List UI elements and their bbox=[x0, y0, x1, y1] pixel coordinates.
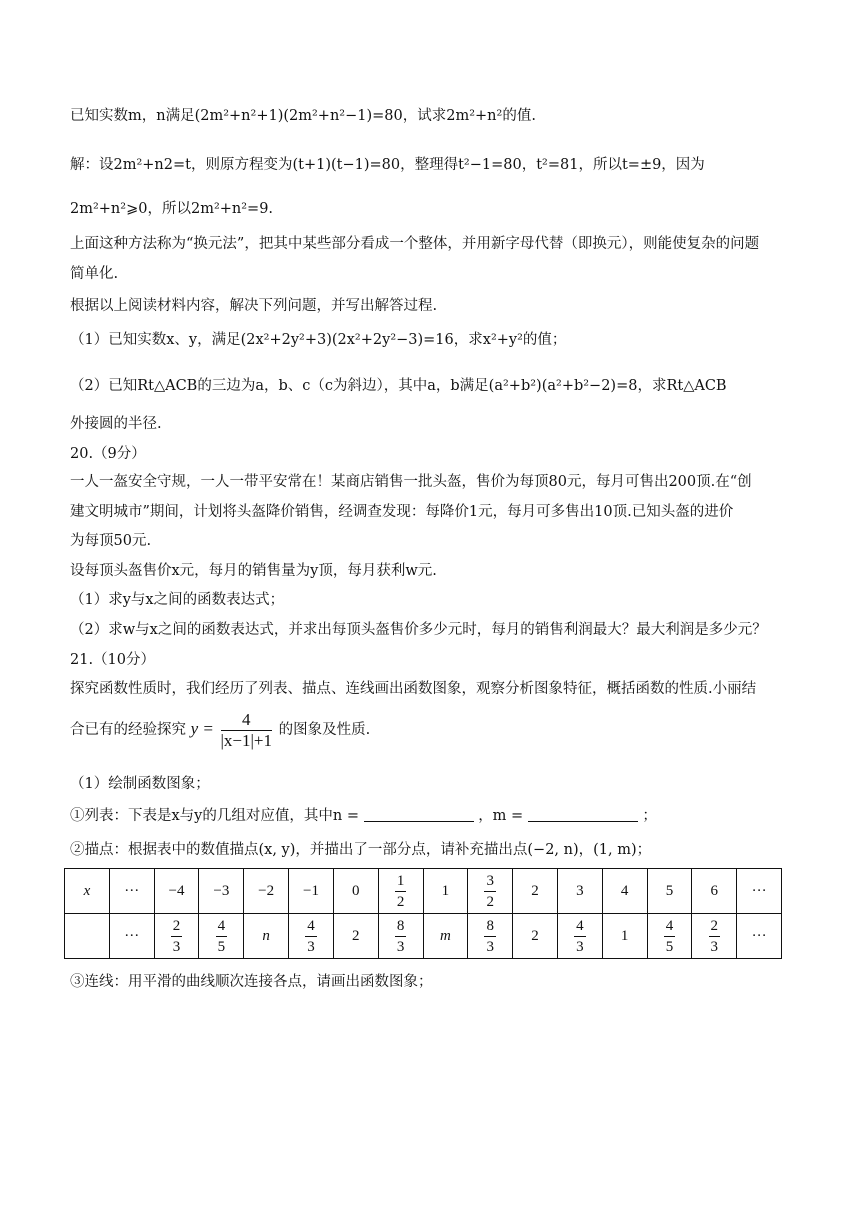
value-table bbox=[64, 868, 782, 959]
cell-value: ··· bbox=[751, 882, 767, 899]
cell-value: ··· bbox=[124, 927, 140, 944]
cell-value: ··· bbox=[751, 927, 767, 944]
fraction-numerator: 4 bbox=[574, 916, 586, 937]
table-cell bbox=[289, 914, 334, 959]
question-20-setup: 设每顶头盔售价x元，每月的销售量为y顶，每月获利w元. bbox=[70, 563, 437, 579]
question-21-text-1: 探究函数性质时，我们经历了列表、描点、连线画出函数图象，观察分析图象特征，概括函数的性质.小丽结 bbox=[70, 681, 757, 697]
table-cell bbox=[692, 914, 737, 959]
function-fraction bbox=[221, 710, 272, 751]
task-instruction: 根据以上阅读材料内容，解决下列问题，并写出解答过程. bbox=[70, 298, 438, 314]
fraction bbox=[216, 916, 228, 957]
method-explanation-1: 上面这种方法称为“换元法”，把其中某些部分看成一个整体，并用新字母代替（即换元），则能使复杂的问题 bbox=[70, 236, 760, 252]
question-20-text-1: 一人一盔安全守规，一人一带平安常在！某商店销售一批头盔，售价为每顶80元，每月可售出200顶.在“创 bbox=[70, 474, 752, 490]
table-cell bbox=[289, 869, 334, 914]
fraction-numerator: 2 bbox=[709, 916, 721, 937]
question-20-heading: 20.（9分） bbox=[70, 446, 146, 462]
question-19-part-1: （1）已知实数x、y，满足(2x²+2y²+3)(2x²+2y²−3)=16，求x²+y²的值； bbox=[70, 332, 567, 348]
fraction bbox=[574, 916, 586, 957]
table-cell bbox=[199, 914, 244, 959]
table-cell bbox=[423, 869, 468, 914]
cell-value: ··· bbox=[124, 882, 140, 899]
fraction-numerator: 8 bbox=[484, 916, 496, 937]
fraction-numerator: 1 bbox=[395, 871, 407, 892]
table-cell bbox=[154, 914, 199, 959]
fraction-denominator: 5 bbox=[217, 938, 226, 955]
table-cell bbox=[65, 869, 110, 914]
question-20-text-3: 为每顶50元. bbox=[70, 533, 152, 549]
question-20-part-1: （1）求y与x之间的函数表达式； bbox=[70, 592, 285, 608]
fraction-denominator: 5 bbox=[665, 938, 674, 955]
question-21-text-2-start: 合已有的经验探究 bbox=[70, 722, 186, 738]
cell-value: 0 bbox=[352, 882, 360, 899]
table-cell bbox=[244, 914, 289, 959]
cell-value: −3 bbox=[213, 882, 230, 899]
table-cell bbox=[602, 869, 647, 914]
table-cell bbox=[557, 869, 602, 914]
step-list-table-text: ①列表：下表是x与y的几组对应值，其中n = bbox=[70, 808, 359, 824]
cell-value: 4 bbox=[620, 882, 629, 899]
reading-solution-2: 2m²+n²⩾0，所以2m²+n²=9. bbox=[70, 201, 274, 217]
cell-value: 2 bbox=[352, 927, 360, 944]
table-cell bbox=[513, 869, 558, 914]
reading-intro: 已知实数m，n满足(2m²+n²+1)(2m²+n²−1)=80，试求2m²+n²的值. bbox=[70, 108, 536, 124]
step-connect-points: ③连线：用平滑的曲线顺次连接各点，请画出函数图象； bbox=[70, 974, 433, 990]
cell-value: 2 bbox=[531, 882, 539, 899]
step-plot-points: ②描点：根据表中的数值描点(x, y)，并描出了一部分点，请补充描出点(−2, n)，(1, m)； bbox=[70, 842, 652, 858]
fraction bbox=[664, 916, 676, 957]
question-21-text-2 bbox=[70, 708, 370, 751]
fraction bbox=[484, 871, 496, 912]
cell-value: −2 bbox=[258, 882, 275, 899]
table-cell bbox=[737, 914, 782, 959]
cell-value: 1 bbox=[441, 882, 450, 899]
fraction-denominator: 3 bbox=[710, 938, 719, 955]
table-cell bbox=[647, 869, 692, 914]
question-21-heading: 21.（10分） bbox=[70, 652, 156, 668]
fraction bbox=[484, 916, 496, 957]
table-cell bbox=[333, 914, 378, 959]
table-cell bbox=[109, 914, 154, 959]
cell-value: n bbox=[262, 927, 270, 944]
table-cell bbox=[513, 914, 558, 959]
table-cell bbox=[602, 914, 647, 959]
fraction-denominator: 3 bbox=[172, 938, 181, 955]
table-cell bbox=[647, 914, 692, 959]
table-cell bbox=[468, 869, 513, 914]
fraction bbox=[171, 916, 183, 957]
fraction-denominator: 3 bbox=[307, 938, 315, 955]
table-cell bbox=[154, 869, 199, 914]
table-cell bbox=[199, 869, 244, 914]
fraction bbox=[305, 916, 317, 957]
reading-solution-1: 解：设2m²+n2=t，则原方程变为(t+1)(t−1)=80，整理得t²−1=80，t²=81，所以t=±9，因为 bbox=[70, 157, 705, 173]
question-19-part-2-cont: 外接圆的半径. bbox=[70, 416, 162, 432]
question-19-part-2: （2）已知Rt△ACB的三边为a，b、c（c为斜边），其中a，b满足(a²+b²)(a²+b²−2)=8，求Rt△ACB bbox=[70, 378, 727, 394]
fraction-numerator: 8 bbox=[395, 916, 407, 937]
cell-value: 3 bbox=[576, 882, 584, 899]
table-cell bbox=[378, 914, 423, 959]
function-numerator: 4 bbox=[221, 710, 272, 731]
cell-value: −4 bbox=[168, 882, 185, 899]
cell-value: 1 bbox=[620, 927, 629, 944]
table-cell bbox=[468, 914, 513, 959]
function-lhs: y = bbox=[190, 719, 214, 738]
table-cell bbox=[737, 869, 782, 914]
question-20-part-2: （2）求w与x之间的函数表达式，并求出每顶头盔售价多少元时，每月的销售利润最大？最大利润是多少元？ bbox=[70, 622, 767, 638]
answer-blank-n[interactable] bbox=[364, 807, 474, 822]
table-cell bbox=[557, 914, 602, 959]
fraction-numerator: 2 bbox=[171, 916, 183, 937]
table-row-x bbox=[65, 869, 782, 914]
fraction-numerator: 3 bbox=[484, 871, 496, 892]
method-explanation-2: 简单化. bbox=[70, 266, 119, 282]
cell-value: 5 bbox=[665, 882, 674, 899]
function-denominator: |x−1|+1 bbox=[220, 730, 272, 750]
answer-blank-m[interactable] bbox=[528, 807, 638, 822]
step-list-table-m: ，m = bbox=[478, 808, 524, 824]
table-cell bbox=[244, 869, 289, 914]
cell-value: 2 bbox=[531, 927, 539, 944]
table-cell bbox=[65, 914, 110, 959]
fraction-denominator: 2 bbox=[396, 893, 405, 910]
fraction-denominator: 2 bbox=[486, 893, 494, 910]
fraction-numerator: 4 bbox=[664, 916, 676, 937]
table-cell bbox=[109, 869, 154, 914]
cell-value: 6 bbox=[710, 882, 719, 899]
step-list-table bbox=[70, 806, 657, 826]
table-cell bbox=[378, 869, 423, 914]
cell-value: −1 bbox=[302, 882, 319, 899]
question-21-part-1: （1）绘制函数图象； bbox=[70, 776, 210, 792]
table-row-y bbox=[65, 914, 782, 959]
table-cell bbox=[423, 914, 468, 959]
cell-value: x bbox=[83, 882, 91, 899]
fraction bbox=[395, 916, 407, 957]
table-cell bbox=[333, 869, 378, 914]
question-20-text-2: 建文明城市”期间，计划将头盔降价销售，经调查发现：每降价1元，每月可多售出10顶.已知头盔的进价 bbox=[70, 504, 734, 520]
fraction-denominator: 3 bbox=[396, 938, 405, 955]
fraction bbox=[395, 871, 407, 912]
table-cell bbox=[692, 869, 737, 914]
fraction-denominator: 3 bbox=[486, 938, 494, 955]
fraction bbox=[709, 916, 721, 957]
question-21-text-2-end: 的图象及性质. bbox=[278, 722, 371, 738]
fraction-numerator: 4 bbox=[305, 916, 317, 937]
fraction-denominator: 3 bbox=[576, 938, 584, 955]
fraction-numerator: 4 bbox=[216, 916, 228, 937]
cell-value: m bbox=[439, 927, 451, 944]
step-list-table-end: ； bbox=[642, 808, 657, 824]
